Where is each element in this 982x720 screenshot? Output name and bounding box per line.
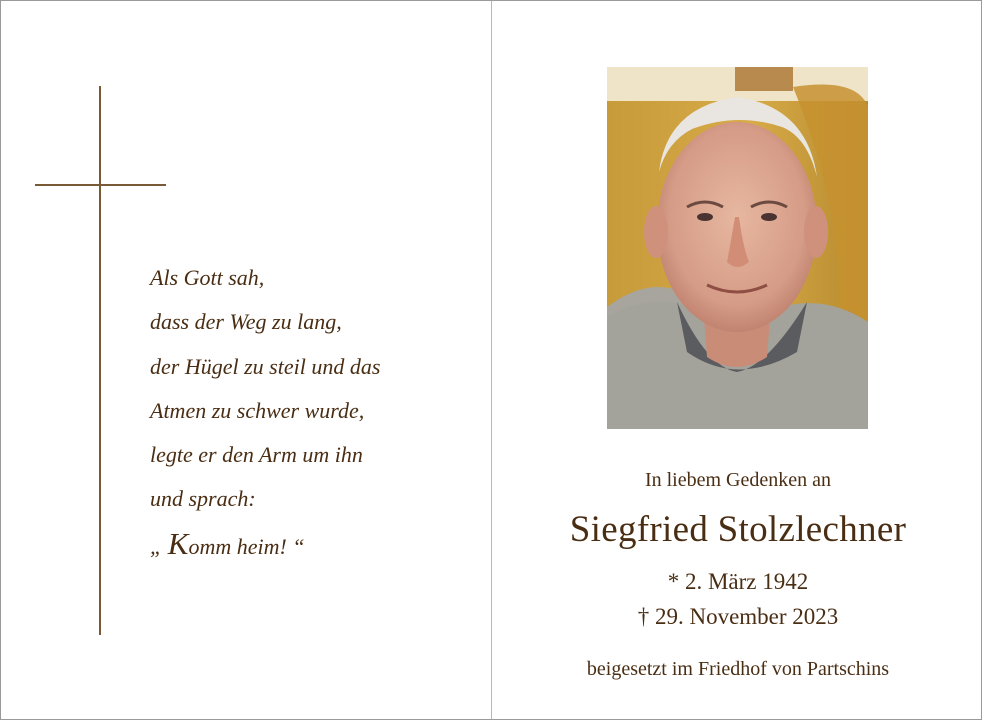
poem-line: dass der Weg zu lang, (150, 309, 342, 335)
poem-initial-letter: K (167, 525, 189, 561)
burial-place: beigesetzt im Friedhof von Partschins (586, 658, 890, 680)
cross-horizontal-bar (35, 184, 166, 186)
birth-date: * 2. März 1942 (667, 569, 809, 594)
memorial-poem (150, 259, 470, 566)
poem-line: und sprach: (150, 486, 256, 512)
poem-line: der Hügel zu steil und das (150, 353, 381, 379)
poem-line: Als Gott sah, (150, 265, 265, 290)
poem-close-quote: “ (292, 533, 305, 559)
poem-closing-text: omm heim! (188, 533, 287, 559)
portrait-photo (607, 67, 868, 429)
intro-text: In liebem Gedenken an (644, 469, 832, 491)
poem-open-quote: „ (150, 533, 163, 559)
fold-line (491, 1, 492, 719)
death-date: † 29. November 2023 (637, 604, 839, 629)
poem-line: Atmen zu schwer wurde, (150, 397, 365, 423)
poem-line: legte er den Arm um ihn (150, 442, 363, 468)
cross-vertical-bar (99, 86, 101, 635)
poem-closing-line (150, 525, 470, 566)
deceased-name: Siegfried Stolzlechner (569, 509, 907, 550)
